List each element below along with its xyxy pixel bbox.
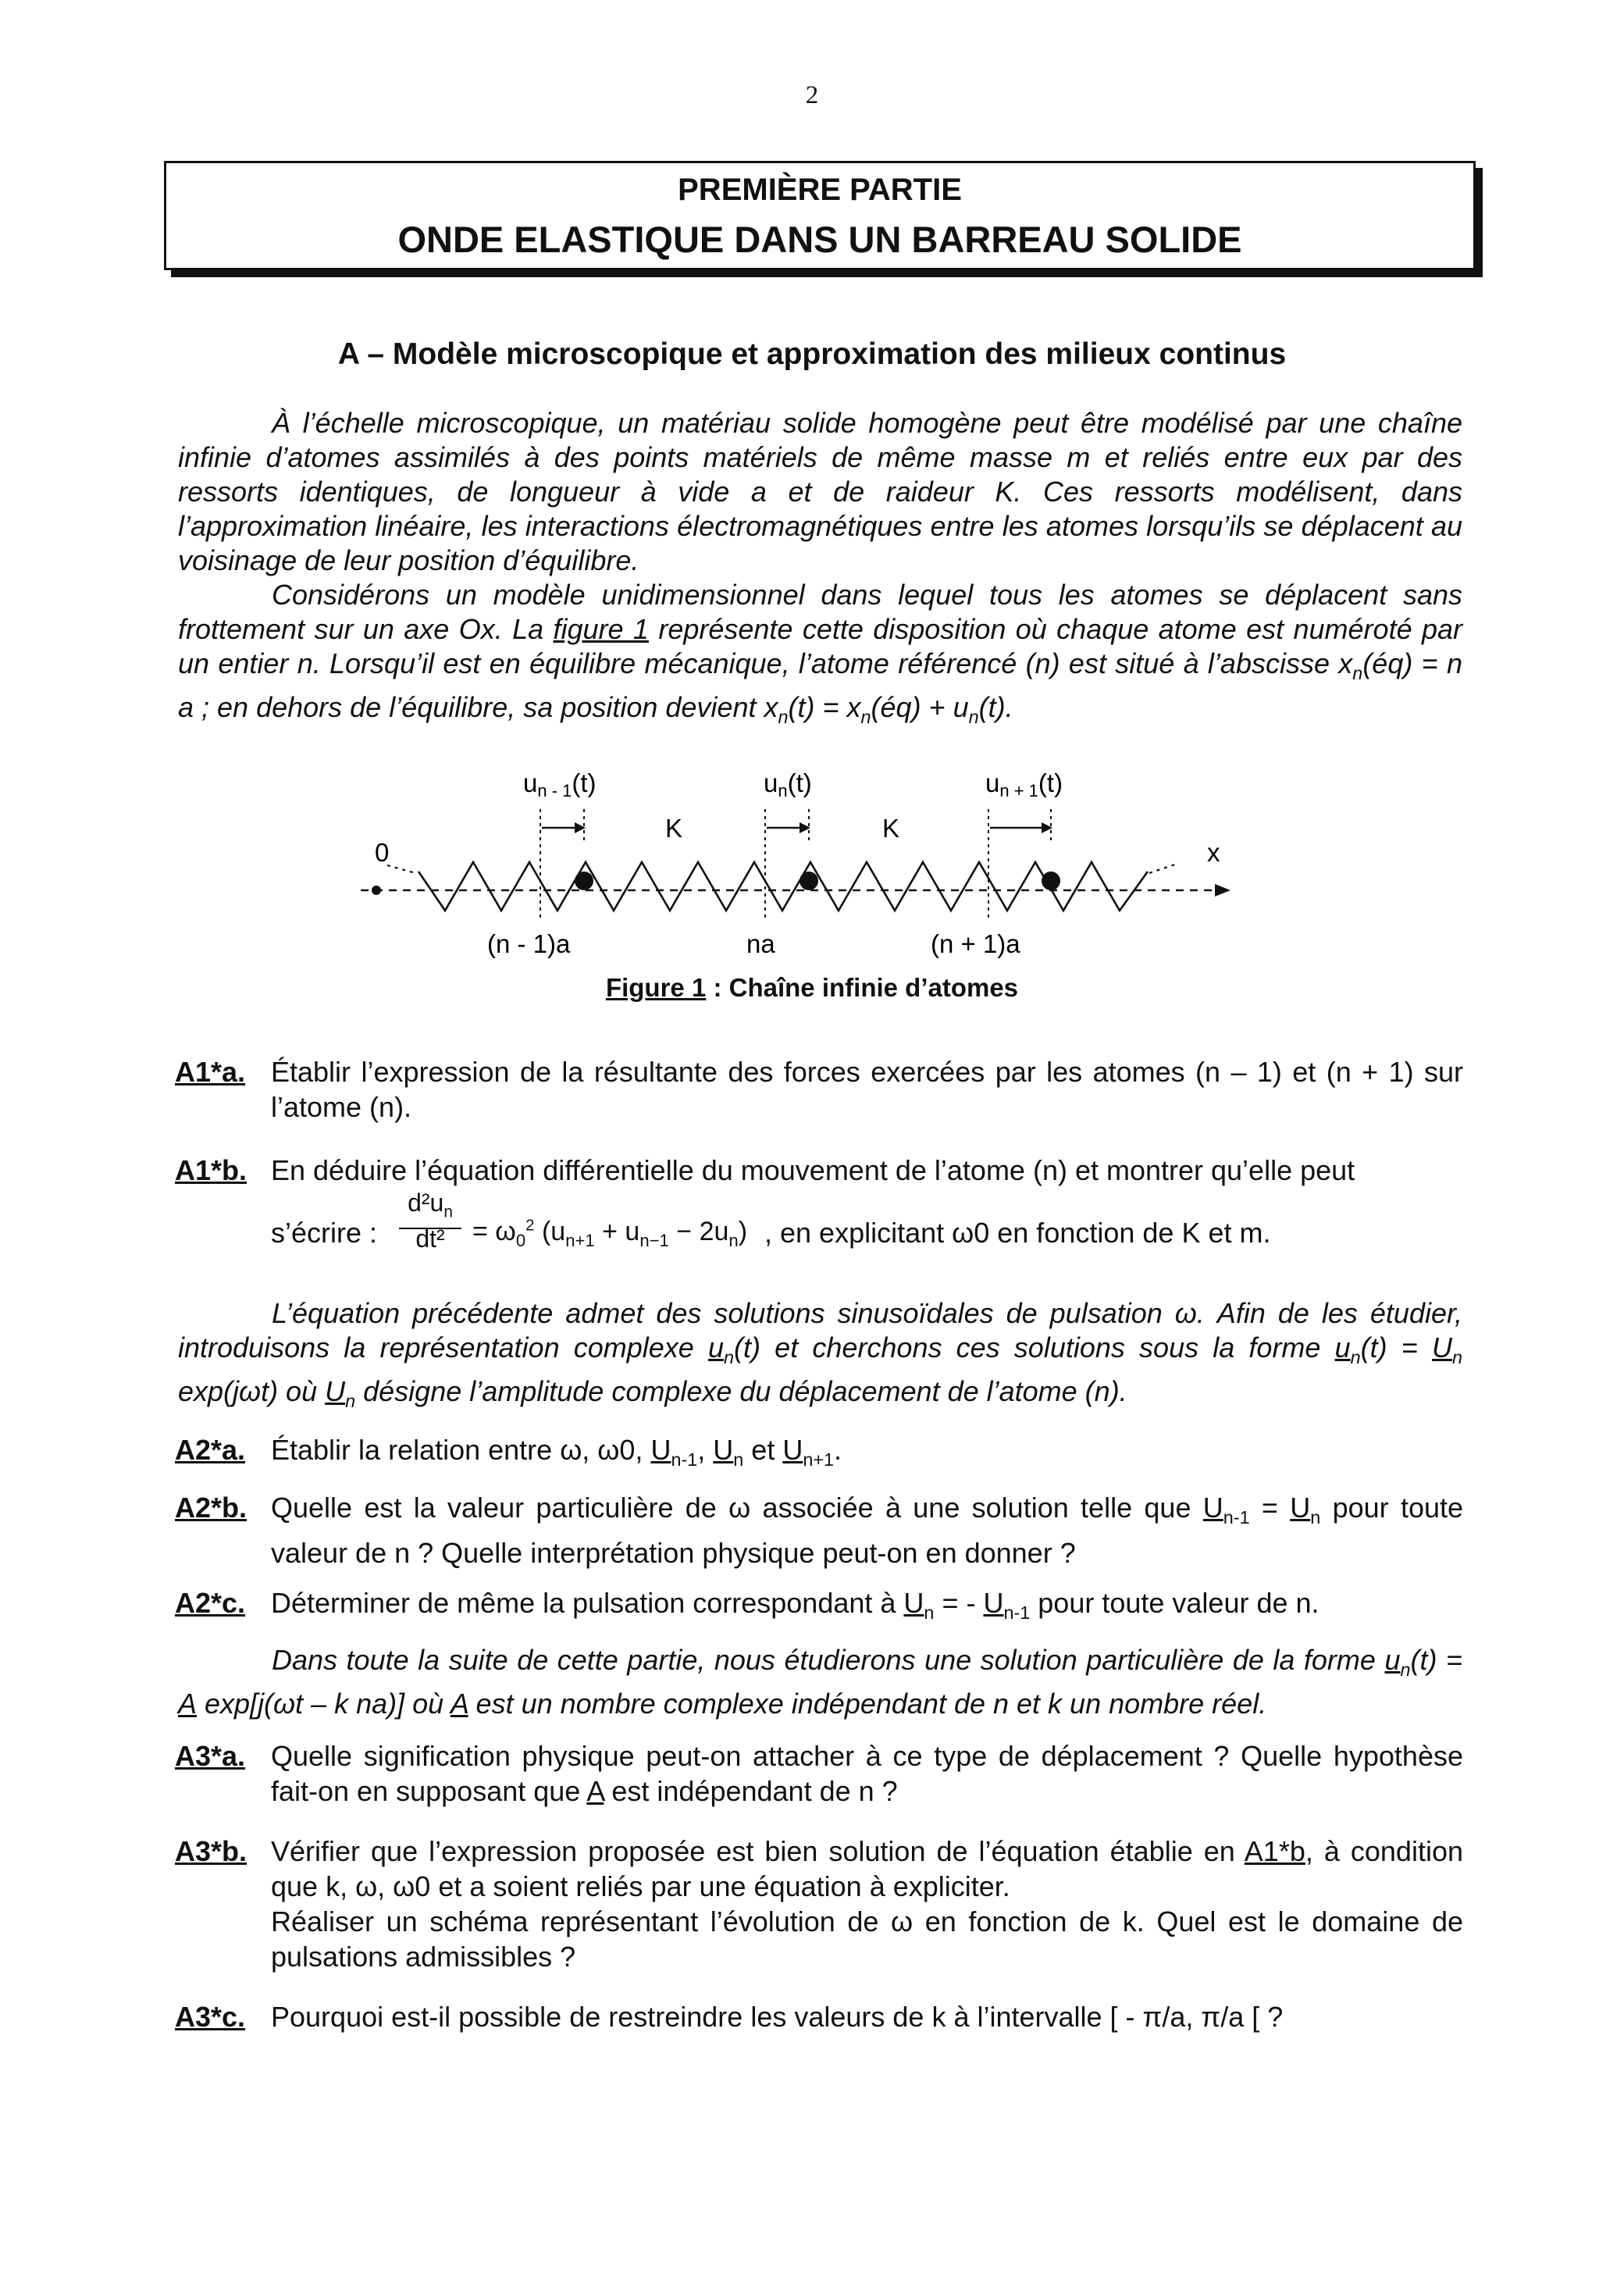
label-origin: 0 — [375, 838, 390, 867]
question-label: A1*b. — [175, 1154, 248, 1186]
label-axis: x — [1207, 838, 1220, 867]
question-text: Vérifier que l’expression proposée est bien solution de l’équation établie en A1*b, à condition que k, ω, ω0 et a soient reliés par une équation à expliciter. Réaliser un schéma représentant l’évolution de ω en fonction de k. Quel est le domaine de pulsations admissibles ? — [271, 1835, 1463, 1973]
equation-denominator: dt² — [415, 1224, 445, 1253]
question-a1a — [175, 1054, 1463, 1125]
paragraph-particular-solution: Dans toute la suite de cette partie, nous étudierons une solution particulière de la forme $u_n(t) = A$ exp[j(ωt – k na)] où A est un nombre complexe indépendant de n et k un nombre réel. — [178, 1644, 1462, 1720]
page-number: 2 — [805, 81, 819, 109]
question-text: En déduire l’équation différentielle du mouvement de l’atome (n) et montrer qu’elle peut — [271, 1154, 1355, 1186]
figure-link[interactable]: figure 1 — [553, 613, 649, 645]
question-a2b — [175, 1490, 1464, 1570]
part-title: ONDE ELASTIQUE DANS UN BARREAU SOLIDE — [397, 219, 1242, 260]
atom-chain-figure — [344, 765, 1280, 961]
question-text: Établir la relation entre ω, ω0, $U_{n-1}$, $U_n$ et $U_{n+1}$. — [271, 1434, 842, 1470]
question-a3c — [175, 1999, 1463, 2035]
part-label: PREMIÈRE PARTIE — [678, 173, 962, 207]
label-pos-n: na — [746, 929, 775, 958]
label-u-prev: un - 1(t) — [523, 768, 597, 800]
part-title-box — [164, 161, 1476, 270]
equation-rhs: = $\omega_0^2$ $(u_{n+1} + u_{n-1} - 2u_n)$ — [472, 1217, 748, 1250]
displacement-arrow-next — [990, 822, 1052, 833]
question-text: Quelle est la valeur particulière de ω associée à une solution telle que $U_{n-1} = U_n$ pour toute valeur de n ? Quelle interprétation physique peut-on en donner ? — [271, 1492, 1464, 1570]
x-axis-arrowhead — [1215, 884, 1230, 897]
label-k2: K — [882, 814, 900, 843]
intro-paragraph-2: Considérons un modèle unidimensionnel dans lequel tous les atomes se déplacent sans frottement sur un axe Ox. La figure 1 représente cette disposition où chaque atome est numéroté par un entier n. Lorsqu’il est en équilibre mécanique, l’atome référencé (n) est situé à l’abscisse $x_n(éq) = n$ a ; en dehors de l’équilibre, sa position devient $x_n(t)$ = $x_n(éq) + u_n(t)$. — [178, 579, 1462, 728]
atom-n — [800, 872, 818, 890]
intro-paragraph-1: À l’échelle microscopique, un matériau solide homogène peut être modélisé par une chaîne infinie d’atomes assimilés à des points matériels de même masse m et reliés entre eux par des ressorts identiques, de longueur à vide a et de raideur K. Ces ressorts modélisent, dans l’approximation linéaire, les interactions électromagnétiques entre les atomes lorsqu’ils se déplacent au voisinage de leur position d’équilibre. — [178, 407, 1462, 576]
question-label: A2*c. — [175, 1587, 246, 1619]
question-label: A3*c. — [175, 2001, 246, 2033]
question-label: A3*a. — [175, 1740, 246, 1772]
spring-chain — [418, 862, 1148, 911]
displacement-arrow-prev — [542, 822, 586, 833]
question-label: A2*a. — [175, 1434, 246, 1466]
figure-caption: Figure 1 : Chaîne infinie d’atomes — [605, 973, 1019, 1002]
question-a3a — [175, 1738, 1463, 1810]
label-u-next: un + 1(t) — [985, 768, 1063, 800]
question-text: Pourquoi est-il possible de restreindre les valeurs de k à l’intervalle [ - π/a, π/a [ ? — [271, 2001, 1284, 2033]
question-label: A3*b. — [175, 1835, 248, 1867]
paragraph-sinusoidal: L’équation précédente admet des solutions sinusoïdales de pulsation ω. Afin de les étudier, introduisons la représentation complexe $u_n(t)$ et cherchons ces solutions sous la forme $u_n(t) = U_n$ exp(jωt) où $U_n$ désigne l’amplitude complexe du déplacement de l’atome (n). — [178, 1297, 1462, 1412]
question-label: A2*b. — [175, 1492, 248, 1524]
label-pos-next: (n + 1)a — [931, 929, 1020, 958]
origin-point — [372, 886, 381, 895]
equation-numerator: $d^2u_n$ — [399, 1187, 461, 1229]
section-title: A – Modèle microscopique et approximation des milieux continus — [337, 337, 1287, 371]
question-a2c — [175, 1585, 1463, 1624]
question-reference-link[interactable]: A1*b — [1244, 1835, 1305, 1867]
label-u-n: un(t) — [764, 768, 812, 800]
atom-n-minus-1 — [575, 872, 593, 890]
question-label: A1*a. — [175, 1056, 246, 1088]
question-text: Déterminer de même la pulsation correspondant à $U_n$ = - $U_{n-1}$ pour toute valeur de n. — [271, 1587, 1320, 1624]
label-pos-prev: (n - 1)a — [487, 929, 571, 958]
equation-a1b: s’écrire : $d^2u_n$ dt² = $\omega_0^2$ $(u_{n+1} + u_{n-1} - 2u_n)$ , en explicitant ω0 en fonction de K et m. — [271, 1189, 1271, 1253]
question-a2a — [175, 1432, 1463, 1468]
label-k1: K — [665, 814, 683, 843]
displacement-arrow-n — [767, 822, 810, 833]
question-text: Établir l’expression de la résultante des forces exercées par les atomes (n – 1) et (n + 1) sur l’atome (n). — [271, 1056, 1463, 1123]
question-text: Quelle signification physique peut-on attacher à ce type de déplacement ? Quelle hypothèse fait-on en supposant que A est indépendant de n ? — [271, 1740, 1463, 1807]
question-a3b — [175, 1834, 1463, 1974]
atom-n-plus-1 — [1042, 872, 1060, 890]
